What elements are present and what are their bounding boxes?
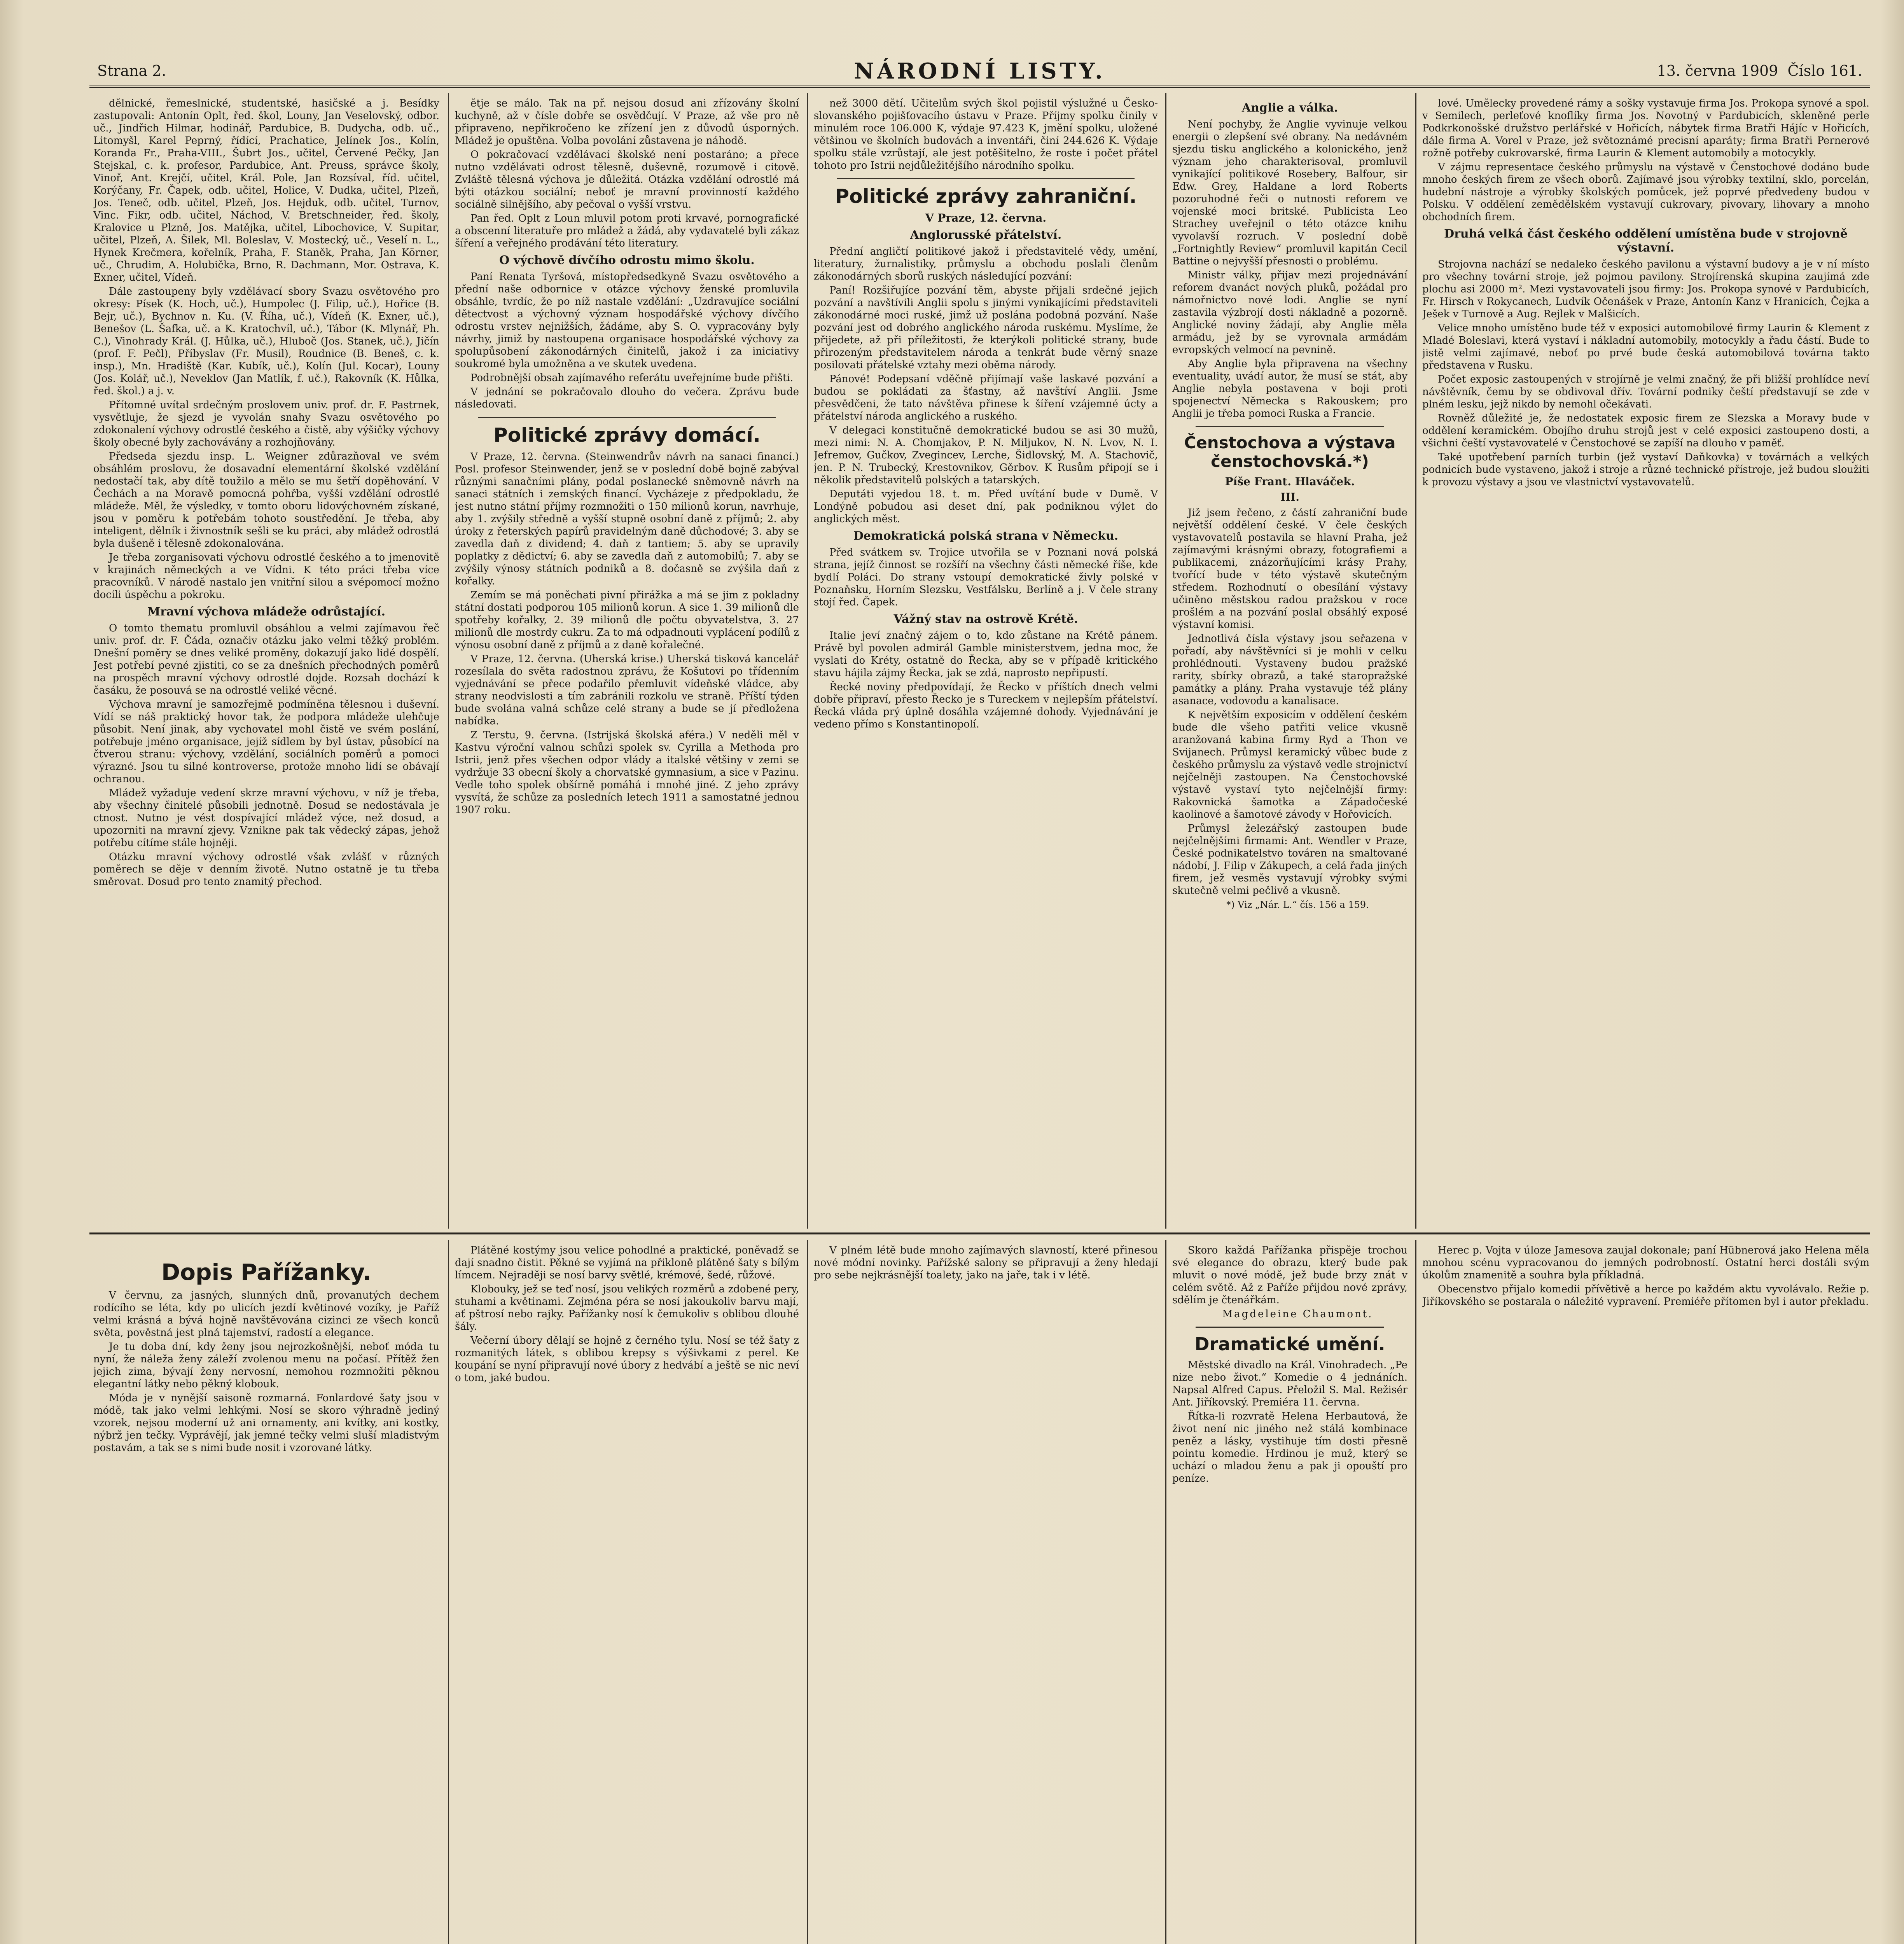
section-heading: Čenstochova a výstava čenstochovská.*)	[1184, 433, 1396, 471]
date: 13. června 1909	[1657, 62, 1778, 79]
paragraph: V delegaci konstitučně demokratické budou se asi 30 mužů, mezi nimi: N. A. Chomjakov, P. N. Miljukov, N. N. Lvov, N. I. Jefremov, Gučkov, Zvegincev, Lerche, Šidlovský, M. A. Stachovič, jen. P. N. Trubecký, Krestovnikov, Gěrbov. K Rusům připojí se i několik představitelů polských a tatarských.	[814, 425, 1158, 486]
byline: Píše Frant. Hlaváček.	[1225, 475, 1355, 488]
paragraph: Průmysl železářský zastoupen bude nejčelnějšími firmami: Ant. Wendler v Praze, České podnikatelstvo továren na smaltované nádobí, J. Filip v Zákupech, a celá řada jiných firem, jež vesměs vystavují výrobky svými skutečně velmi pečlivě a vkusně.	[1172, 823, 1407, 897]
paragraph: Předseda sjezdu insp. L. Weigner zdůrazňoval ve svém obsáhlém proslovu, že dosavadní elementární školské vzdělání nedostačí tak, aby dítě toužilo a mělo se mu šetří dopěhování. V Čechách a na Moravě pomocná pohřba, vyšší vzdělání odrostlé mládeže. Měl, že výsledky, v tomto oboru lidovýchovném získané, jsou v poměru k potřebám tohoto soustředění. Je třeba, aby inteligent, dělník i živnostník sešli se ku práci, aby mládež odrostlá byla dušeně i tělesně zdokonalována.	[93, 451, 439, 549]
paragraph: Výchova mravní je samozřejmě podmíněna tělesnou i duševní. Vídí se náš praktický hovor tak, že podpora mládeže ulehčuje působit. Není jinak, aby vychovatel mohl čistě ve svém poslání, potřebuje jméno organisace, jejíž sídlem by byl ústav, působící na čtverou stranu: výchovy, vzdělání, sociálních poměrů a pomoci výrazné. Jsou tu silné kontroverse, protože mnoho lidí se obávají ochranou.	[93, 699, 439, 785]
section-subheading: Anglorusské přátelství.	[910, 228, 1062, 242]
footnote: *) Viz „Nár. L.“ čís. 156 a 159.	[1226, 899, 1369, 910]
column-3	[814, 97, 1158, 1225]
section-subheading: Anglie a válka.	[1241, 101, 1338, 115]
paragraph: než 3000 dětí. Učitelům svých škol pojistil výslužné u Česko-slovanského pojišťovacího ústavu v Praze. Příjmy spolku činily v minulém roce 106.000 K, výdaje 97.423 K, jmění spolku, uložené většinou ve školních budovách a inventáři, činí 244.626 K. Výdaje spolku stále vzrůstají, ale jest potěšitelno, že roste i počet přátel tohoto pro Istrii nejdůležitějšího národního spolku.	[814, 98, 1158, 171]
paragraph: Mládež vyžaduje vedení skrze mravní výchovu, v níž je třeba, aby všechny činitelé působili jednotně. Dosud se nedostávala je ctnost. Nutno je vést dospívající mládež výce, než dosud, a upozorniti na mravní zjevy. Vznikne pak tak vědecký zápas, jehož potřebu cítíme stále hojněji.	[93, 787, 439, 849]
paragraph: Skoro každá Pařížanka přispěje trochou své elegance do obrazu, který bude pak mluvit o nové módě, jež bude brzy znát v celém světě. Až z Paříže přijdou nové zprávy, sdělím je čtenářkám.	[1172, 1245, 1407, 1306]
feuilleton-divider	[89, 1232, 1870, 1234]
paragraph: Móda je v nynější saisoně rozmarná. Fonlardové šaty jsou v módě, tak jako velmi lehkými. Nosí se skoro výhradně jediný vzorek, nejsou moderní už ani ornamenty, ani kvítky, ani kostky, nýbrž jen tečky. Vyprávějí, jak jemné tečky velmi sluší mladistvým postavám, a tak se s nimi bude nosit i vzorované látky.	[93, 1392, 439, 1454]
section-subheading: O výchově dívčího odrostu mimo školu.	[499, 253, 755, 267]
paragraph: Již jsem řečeno, z částí zahraniční bude největší oddělení české. V čele českých vystavovatelů postavila se hlavní Praha, jež zajímavými krásnými obrazy, fotografiemi a publikacemi, znázorňujícími krásy Prahy, tvořící bude v této výstavě skutečným středem. Rozhodnutí o obesílání výstavy učiněno městskou radou pražskou v roce prošlém a na pozvání poslal obsáhlý exposé výstavní komisi.	[1172, 507, 1407, 631]
paragraph: V plném létě bude mnoho zajímavých slavností, které přinesou nové módní novinky. Pařížské salony se připravují a ženy hledají pro sebe nejkrásnější toalety, jako na jaře, tak i v létě.	[814, 1245, 1158, 1281]
section-subheading: Mravní výchova mládeže odrůstající.	[147, 605, 386, 619]
feuilleton-heading: Dopis Pařížanky.	[161, 1259, 371, 1285]
paragraph: dělnické, řemeslnické, studentské, hasičské a j. Besídky zastupovali: Antonín Oplt, řed. škol, Louny, Jan Veselovský, odbor. uč., Jindřich Hilmar, hodinář, Pardubice, B. Dudycha, odb. uč., Litomyšl, Karel Peprný, řídící, Prachatice, Jelínek Jos., Kolín, Koranda Fr., Praha-VIII., Šubrt Jos., učitel, Červené Pečky, Jan Stejskal, c. k. profesor, Pardubice, Ant. Preuss, správce školy, Vinoř, Ant. Krejčí, učitel, Král. Pole, Jan Rozsíval, říd. učitel, Korýčany, Fr. Čapek, odb. učitel, Holice, V. Dudka, učitel, Plzeň, Jos. Teneč, odb. učitel, Plzeň, Jos. Hejduk, odb. učitel, Turnov, Vinc. Fikr, odb. učitel, Náchod, V. Bretschneider, řed. školy, Kralovice u Plzně, Jos. Matějka, učitel, Libochovice, V. Supitar, učitel, Plzeň, A. Šilek, Ml. Boleslav, V. Mostecký, uč., Veselí n. L., Hynek Krečmera, kořelník, Praha, F. Staněk, Praha, Jan Körner, uč., Chrudim, A. Holubička, Brno, R. Dachmann, Mor. Ostrava, K. Exner, učitel, Vídeň.	[93, 98, 439, 283]
section-rule	[837, 178, 1135, 179]
paragraph: V Praze, 12. června. (Steinwendrův návrh na sanaci financí.) Posl. profesor Steinwender, jenž se v poslední době bojně zabýval různými sanačními plány, podal poslanecké sněmovně návrh na sanaci státních i zemských financí. Vycházeje z předpokladu, že jest nutno státní příjmy rozmnožiti o 150 milionů korun, navrhuje, aby 1. zvýšily středně a vyšší stupně osobní daně z příjmů; 2. aby úroky z řeterských papírů pravidelným daně důchodové; 3. aby se zavedla daň z dividend; 4. daň z tantiem; 5. aby se upravily poplatky z dědictví; 6. aby se zavedla daň z automobilů; 7. aby se zvýšily výnosy státních podniků a 8. dočasně se zvýšila daň z kořalky.	[455, 451, 799, 587]
paragraph: Strojovna nachází se nedaleko českého pavilonu a výstavní budovy a je v ní místo pro všechny tovární stroje, jež pojmou pavilony. Strojírenská skupina zaujímá zde plochu asi 2000 m². Mezi vystavovateli jsou firmy: Jos. Prokopa synové v Pardubicích, Fr. Hirsch v Rokycanech, Ludvík Očenášek v Praze, Antonín Kanz v Hranicích, Čejka a Ješek v Turnově a Aug. Rejlek v Malšicích.	[1422, 259, 1869, 320]
paragraph: Rovněž důležité je, že nedostatek exposic firem ze Slezska a Moravy bude v oddělení keramickém. Obojího druhu strojů jest v celé exposici zastoupeno dosti, a všichni čeští vystavovatelé v Čenstochové se zapíší na dlouho v paměť.	[1422, 413, 1869, 449]
dateline: V Praze, 12. června.	[925, 212, 1047, 224]
paragraph: Je tu doba dní, kdy ženy jsou nejrozkošnější, neboť móda tu nyní, že náleža ženy záleží zvolenou menu na počasí. Přítěž žen jejich zima, bývají ženy nervosní, nemohou rozmnožiti pěknou elegantní látky nebo pěkný klobouk.	[93, 1341, 439, 1390]
paragraph: Plátěné kostýmy jsou velice pohodlné a praktické, poněvadž se dají snadno čistit. Pěkné se vyjímá na přikloně plátěné šaty s bílým límcem. Nejraději se nosí barvy světlé, krémové, šedé, růžové.	[455, 1245, 799, 1281]
paragraph: Není pochyby, že Anglie vyvinuje velkou energii o zlepšení své obrany. Na nedávném sjezdu tisku anglického a kolonického, jenž význam jeho charakterisoval, promluvil vynikající politikové Rosebery, Balfour, sir Edw. Grey, Haldane a lord Roberts pozoruhodné řeči o nutnosti reforem ve vojenské moci britské. Publicista Leo Strachey uveřejnil o této otázce knihu vyvolavší rozruch. V poslední době „Fortnightly Review“ promluvil kapitán Cecil Battine o nejvyšší přesnosti o problému.	[1172, 119, 1407, 267]
section-heading: Politické zprávy zahraniční.	[835, 185, 1137, 208]
feuilleton-column-3	[814, 1244, 1158, 1944]
paragraph: O pokračovací vzdělávací školské není postaráno; a přece nutno vzdělávati odrost tělesně, duševně, rozumově i citově. Zvláště tělesná výchova je důležitá. Otázka vzdělání odrostlé má býti otázkou sociální; neboť je mravní provinností každého sociálně silnějšího, aby pečoval o vyšší vrstvu.	[455, 149, 799, 210]
paragraph: Aby Anglie byla připravena na všechny eventuality, uvádí autor, že musí se stát, aby Anglie nebyla postavena v boji proti spojenectví Německa s Rakouskem; pro Anglii je třeba pomoci Ruska a Francie.	[1172, 358, 1407, 420]
feuilleton-column-5	[1422, 1244, 1869, 1944]
paragraph: V jednání se pokračovalo dlouho do večera. Zprávu bude následovati.	[455, 386, 799, 410]
column-separator	[1415, 1240, 1416, 1944]
paragraph: Velice mnoho umístěno bude též v exposici automobilové firmy Laurin & Klement z Mladé Boleslavi, která vystaví i nákladní automobily, motocykly a řadu částí. Bude to jistě velmi zajímavé, neboť po prvé bude česká automobilová továrna takto představena v Rusku.	[1422, 322, 1869, 371]
paragraph: V červnu, za jasných, slunných dnů, provanutých dechem rodícího se léta, kdy po ulicích jezdí květinové vozíky, je Paříž velmi krásná a bývá hojně navštěvována cizinci ze všech konců světa, pověstná jest plná tajemství, radostí a elegance.	[93, 1290, 439, 1339]
paragraph: Je třeba zorganisovati výchovu odrostlé českého a to jmenovitě v krajinách německých a ve Vídni. K této práci třeba více pracovníků. V národě nastalo jen vnitřní silou a svépomocí možno docíli úspěchu a pokroku.	[93, 552, 439, 601]
paragraph: Také upotřebení parních turbin (jež vystaví Daňkovka) v továrnách a velkých podnicích bude vystaveno, jakož i stroje a různé technické přístroje, jež budou sloužiti k provozu výstavy a jsou ve vlastnictví vystavovatelů.	[1422, 451, 1869, 488]
feuilleton-column-1	[93, 1244, 439, 1944]
paragraph: Přítomné uvítal srdečným proslovem univ. prof. dr. F. Pastrnek, vysvětluje, že sjezd je vyvolán snahy Svazu osvětového po zdokonalení výchovy odrostlé českého a čistě, aby výšičky výchovy školy obecné byly zachovávány a rozhojňovány.	[93, 399, 439, 448]
paragraph: V Praze, 12. června. (Uherská krise.) Uherská tisková kancelář rozesílala do světa radostnou zprávu, že Košutovi po třídenním vyjednávání se přece podařilo přemluvit vídeňské vládce, aby strany neodvislosti a tím zabránili rozkolu ve straně. Příští týden bude svolána valná schůze celé strany a bude se jí předložena nabídka.	[455, 653, 799, 727]
paragraph: Pan řed. Oplt z Loun mluvil potom proti krvavé, pornografické a obscenní literatuře pro mládež a žádá, aby vydavatelé byli zákaz šíření a veřejného prodávání této literatury.	[455, 213, 799, 249]
feuilleton-column-4	[1172, 1244, 1407, 1944]
column-5	[1422, 97, 1869, 1225]
paragraph: Zemím se má poněchati pivní přirážka a má se jim z pokladny státní dostati podporou 105 milionů korun. A sice 1. 39 milionů dle spotřeby kořalky, 2. 39 milionů dle počtu obyvatelstva, 3. 27 milionů dle mostrdy cukru. Za to má odpadnouti vyplácení podílů z výnosu osobní daně z příjmů a z daně kořalečné.	[455, 589, 799, 651]
paragraph: ětje se málo. Tak na př. nejsou dosud ani zřízovány školní kuchyně, až v čísle dobře se osvědčují. V Praze, až vše pro ně připraveno, nepřikročeno ke zřízení jen z důvodů úsporných. Mládež je opuštěna. Volba povolání zůstavena je náhodě.	[455, 98, 799, 147]
column-separator	[1165, 93, 1166, 1229]
section-heading: Politické zprávy domácí.	[493, 424, 761, 446]
author-signature: Magdeleine Chaumont.	[1222, 1308, 1373, 1320]
masthead	[89, 58, 1870, 88]
paragraph: Před svátkem sv. Trojice utvořila se v Poznani nová polská strana, jejíž činnost se rozšíří na všechny části německé říše, kde bydlí Poláci. Do strany vstoupí demokratické živly polské v Poznaňsku, Horním Slezsku, Vestfálsku, Berlíně a j. V čele strany stojí řed. Čapek.	[814, 547, 1158, 608]
column-1	[93, 97, 439, 1225]
section-rule	[1196, 426, 1384, 427]
issue-number: Číslo 161.	[1787, 62, 1862, 79]
part-number: III.	[1280, 491, 1300, 503]
section-subheading: Druhá velká část českého oddělení umístěna bude v strojovně výstavní.	[1444, 227, 1848, 255]
paragraph: lové. Umělecky provedené rámy a sošky vystavuje firma Jos. Prokopa synové a spol. v Semilech, perleťové knoflíky firma Jos. Novotný v Pardubicích, skleněné perle Podkrkonošské družstvo perlářské v Hořicích, nábytek firma Bratři Hájíc v Hořicích, dále firma A. Vorel v Praze, jež světoznámé precisní aparáty; firma Bratři Pernerové rožně potřeby cukrovarské, firma Laurin & Klement automobily a motocykly.	[1422, 98, 1869, 159]
column-separator	[807, 1240, 808, 1944]
section-subheading: Vážný stav na ostrově Krétě.	[893, 612, 1078, 626]
column-4	[1172, 97, 1407, 1225]
paragraph: Z Terstu, 9. června. (Istrijská školská aféra.) V neděli měl v Kastvu výroční valnou schůzi spolek sv. Cyrilla a Methoda pro Istrii, jenž přes všechen odpor vlády a italské většiny v zemi se vydržuje 33 obecní školy a chorvatské gymnasium, a sice v Pazinu. Vedle toho spolek obšírně pomáhá i mnohé jiné. Z jeho zprávy vysvítá, že schůze za posledních letech 1911 a samostatné jednou 1907 roku.	[455, 729, 799, 816]
column-2	[455, 97, 799, 1225]
paragraph: V zájmu representace českého průmyslu na výstavě v Čenstochové dodáno bude mnoho českých firem ze všech oborů. Zajímavé jsou výrobky textilní, sklo, porcelán, hudební nástroje a výrobky školských pomůcek, jež poprvé předvedeny budou v Polsku. V oddělení zemědělském vystavují cukrovary, pivovary, lihovary a mnoho obchodních firem.	[1422, 161, 1869, 223]
paragraph: Jednotlivá čísla výstavy jsou seřazena v pořadí, aby návštěvníci si je mohli v celku prohlédnouti. Vystaveny budou pražské rarity, sbírky obrazů, a také staropražské památky a plány. Praha vystavuje též plány asanace, vodovodu a kanalisace.	[1172, 633, 1407, 707]
paragraph: Klobouky, jež se teď nosí, jsou velikých rozměrů a zdobené pery, stuhami a květinami. Zejména péra se nosí jakoukoliv barvu mají, ať pštrosí nebo rajky. Pařížanky nosí k čemukoliv s oblibou dlouhé šály.	[455, 1283, 799, 1332]
paragraph: K největším exposicím v oddělení českém bude dle všeho patřiti velice vkusně aranžovaná kabina firmy Ryd a Thon ve Svijanech. Průmysl keramický vůbec bude z českého průmyslu za výstavě vedle strojnictví nejčelněji zastoupen. Na Čenstochovské výstavě vystaví tyto nejčelnější firmy: Rakovnická šamotka a Západočeské kaolinové a šamotové závody v Hořovicích.	[1172, 709, 1407, 820]
paragraph: Obecenstvo přijalo komedii přívětivě a herce po každém aktu vyvolávalo. Režie p. Jiříkovského se postarala o náležité vypravení. Premiéře přítomen byl i autor překladu.	[1422, 1283, 1869, 1308]
column-separator	[448, 93, 449, 1229]
section-subheading: Demokratická polská strana v Německu.	[853, 529, 1119, 543]
paragraph: Paní! Rozšiřujíce pozvání těm, abyste přijali srdečné jejich pozvání a navštívili Anglii spolu s jinými vynikajícími představiteli zákonodárné moci ruské, jimž už poslána podobná pozvání. Naše pozvání jest od dobrého anglického národa ruskému. Myslíme, že přijedete, až při příležitosti, že kterýkoli politické strany, bude přirozeným představitelem národa a tenkrát bude věrný snaze posilovati přátelské vztahy mezi oběma národy.	[814, 285, 1158, 371]
column-separator	[807, 93, 808, 1229]
paragraph: Večerní úbory dělají se hojně z černého tylu. Nosí se též šaty z rozmanitých látek, s oblibou krepsy s výšivkami z perel. Ke koupání se nyní připravují nové úbory z hedvábí a ještě se nic neví o tom, jaké budou.	[455, 1335, 799, 1384]
paragraph: Paní Renata Tyršová, místopředsedkyně Svazu osvětového a přední naše odbornice v otázce výchovy ženské promluvila obsáhle, tvrdíc, že po níž nastale vzdělání: „Uzdravujíce sociální dětectvost a výchovný význam hospodářské výchovy dívčího odrostu vrstev nejnižších, žádáme, aby S. O. vypracovány byly návrhy, jimiž by nastoupena organisace hospodářské výchovy za spolupůsobení zákonodárných činitelů, jakož i za iniciativy soukromé byla umožněna a ve skutek uvedena.	[455, 271, 799, 370]
paragraph: Řecké noviny předpovídají, že Řecko v příštích dnech velmi dobře připraví, přesto Řecko je s Tureckem v nejlepším přátelství. Řecká vláda prý úplně dosáhla vzájemné dohody. Vyjednávání je vedeno přímo s Konstantinopolí.	[814, 681, 1158, 730]
paragraph: Podrobnější obsah zajímavého referátu uveřejníme bude přišti.	[470, 372, 793, 384]
paragraph: Herec p. Vojta v úloze Jamesova zaujal dokonale; paní Hübnerová jako Helena měla mnohou scénu vypracovanou do jemných podrobností. Ostatní herci dostáli svým úkolům znamenitě a souhra byla příkladná.	[1422, 1245, 1869, 1281]
section-heading: Dramatické umění.	[1194, 1334, 1385, 1355]
newspaper-title: NÁRODNÍ LISTY.	[854, 58, 1106, 84]
column-separator	[448, 1240, 449, 1944]
page-number: Strana 2.	[97, 62, 166, 79]
feuilleton-column-2	[455, 1244, 799, 1944]
section-rule	[1196, 1327, 1384, 1328]
issue-date	[1657, 62, 1862, 79]
paragraph: Řítka-li rozvratě Helena Herbautová, že život není nic jiného než stálá kombinace peněz a lásky, vystihuje tím dosti přesně pointu komedie. Hrdinou je muž, který se uchází o mladou ženu a pak ji opouští pro peníze.	[1172, 1411, 1407, 1484]
paragraph: Italie jeví značný zájem o to, kdo zůstane na Krétě pánem. Právě byl povolen admirál Gamble ministerstvem, jedna moc, že vyslati do Kréty, ostatně do Řecka, aby se v případě kritického stavu hájila zájmy Řecka, jak se zdá, naprosto nepřipustí.	[814, 630, 1158, 679]
paragraph: Pánové! Podepsaní vděčně přijímají vaše laskavé pozvání a budou se pokládati za šťastny, až navštíví Anglii. Jsme přesvědčeni, že tato návštěva přinese k šíření vzájemné úcty a přátelství národa anglického a ruského.	[814, 373, 1158, 422]
paragraph: Dále zastoupeny byly vzdělávací sbory Svazu osvětového pro okresy: Písek (K. Hoch, uč.), Humpolec (J. Filip, uč.), Hořice (B. Bejr, uč.), Bychnov n. Ku. (V. Říha, uč.), Vídeň (K. Exner, uč.), Benešov (L. Šafka, uč. a K. Kratochvíl, uč.), Tábor (K. Mlynář, Ph. C.), Vinohrady Král. (J. Hůlka, uč.), Hluboč (Jos. Stanek, uč.), Jičín (prof. F. Pečl), Příbyslav (Fr. Musil), Roudnice (B. Beneš, c. k. insp.), Mn. Hradiště (Kar. Kubík, uč.), Kolín (Jul. Kocar), Louny (Jos. Kolář, uč.), Neveklov (Jan Matlík, f. uč.), Rakovník (K. Hůlka, řed. škol.) a j. v.	[93, 286, 439, 397]
paragraph: O tomto thematu promluvil obsáhlou a velmi zajímavou řeč univ. prof. dr. F. Čáda, označiv otázku jako velmi těžký problém. Dnešní poměry se dnes veliké proměny, dokazují jako lidé dospělí. Jest potřebí pevné zjistiti, co se za dnešních přechodných poměrů na prospěch mravní výchovy odrostlé dojde. Rozsah dochází k časáku, že posouvá se na odrostlé veliké věcné.	[93, 622, 439, 696]
section-rule	[478, 417, 776, 418]
column-separator	[1165, 1240, 1166, 1944]
paragraph: Ministr války, přijav mezi projednávání reforem dvanáct nových pluků, požádal pro námořnictvo nové lodi. Anglie se nyní zastavila výzbrojí dosti nákladně a pozorně. Anglické noviny žádají, aby Anglie měla armádu, jež by se vyrovnala armádám evropských velmocí na pevnině.	[1172, 269, 1407, 356]
paragraph: Otázku mravní výchovy odrostlé však zvlášť v různých poměrech se děje v denním životě. Nutno ostatně je tu třeba směrovat. Dosud pro tento znamitý přechod.	[93, 851, 439, 888]
paragraph: Deputáti vyjedou 18. t. m. Před uvítání bude v Dumě. V Londýně pobudou asi deset dní, pak podniknou výlet do anglických měst.	[814, 488, 1158, 525]
paragraph: Počet exposic zastoupených v strojírně je velmi značný, že při bližší prohlídce neví návštěvník, čemu by se obdivoval dřív. Tovární podniky čeští představují se zde v plném lesku, jejž nikdo by nemohl očekávati.	[1422, 374, 1869, 410]
column-separator	[1415, 93, 1416, 1229]
paragraph: Městské divadlo na Král. Vinohradech. „Pe nize nebo život.“ Komedie o 4 jednáních. Napsal Alfred Capus. Přeložil S. Mal. Režisér Ant. Jiříkovský. Premiéra 11. června.	[1172, 1359, 1407, 1408]
paragraph: Přední angličtí politikové jakož i představitelé vědy, umění, literatury, žurnalistiky, průmyslu a obchodu poslali členům zákonodárných sborů ruských následující pozvání:	[814, 246, 1158, 282]
